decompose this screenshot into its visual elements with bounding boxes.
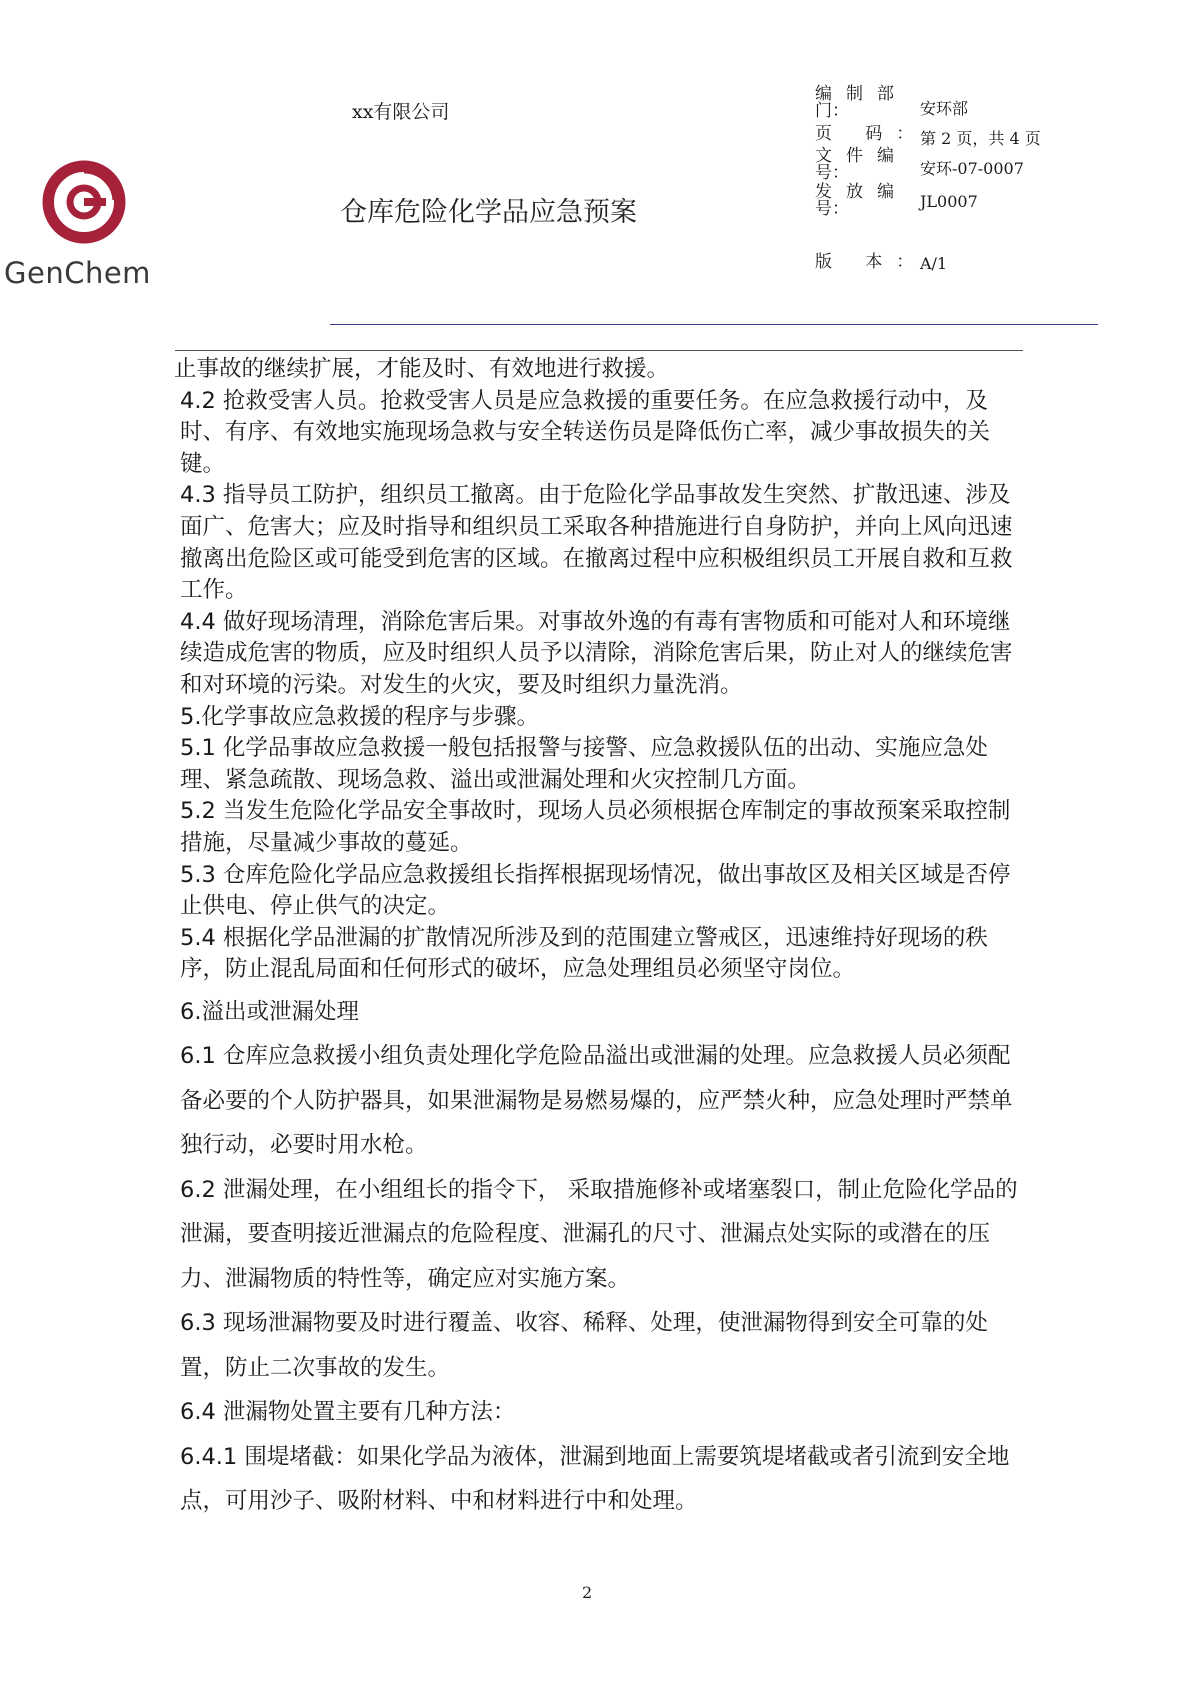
meta-label-page: 页 码：	[815, 124, 928, 144]
body-content	[174, 354, 1030, 1524]
paragraph: 6.4 泄漏物处置主要有几种方法：	[180, 1399, 516, 1426]
logo-wordmark: GenChem	[4, 256, 151, 290]
page-number: 2	[582, 1583, 593, 1602]
document-meta: 编制部 门： 安环部 页 码： 第 2 页，共 4 页 文件编 号： 安环-07-0007 发放编 号： JL0007 版 本： A/1	[815, 84, 1041, 273]
paragraph: 5.1 化学品事故应急救援一般包括报警与接警、应急救援队伍的出动、实施应急处理、紧急疏散、现场急救、溢出或泄漏处理和火灾控制几方面。	[180, 735, 988, 793]
paragraph: 6.4.1 围堤堵截：如果化学品为液体，泄漏到地面上需要筑堤堵截或者引流到安全地点，可用沙子、吸附材料、中和材料进行中和处理。	[180, 1443, 1010, 1515]
meta-value-dept: 安环部	[920, 99, 969, 118]
section-tight	[174, 354, 1030, 986]
paragraph: 4.3 指导员工防护，组织员工撤离。由于危险化学品事故发生突然、扩散迅速、涉及面广、危害大；应及时指导和组织员工采取各种措施进行自身防护，并向上风向迅速撤离出危险区或可能受到危害的区域。在撤离过程中应积极组织员工开展自救和互救工作。	[180, 482, 1013, 604]
body-rule	[175, 350, 1023, 351]
paragraph: 6.1 仓库应急救援小组负责处理化学危险品溢出或泄漏的处理。应急救援人员必须配备必要的个人防护器具，如果泄漏物是易燃易爆的，应严禁火种，应急处理时严禁单独行动，必要时用水枪。	[180, 1043, 1013, 1159]
genchem-logo-icon	[42, 160, 126, 244]
paragraph: 5.4 根据化学品泄漏的扩散情况所涉及到的范围建立警戒区，迅速维持好现场的秩序，防止混乱局面和任何形式的破坏，应急处理组员必须坚守岗位。	[180, 924, 988, 983]
meta-value-version: A/1	[920, 254, 948, 273]
paragraph: 6.3 现场泄漏物要及时进行覆盖、收容、稀释、处理，使泄漏物得到安全可靠的处置，防止二次事故的发生。	[180, 1310, 988, 1381]
paragraph: 5.2 当发生危险化学品安全事故时，现场人员必须根据仓库制定的事故预案采取控制措施，尽量减少事故的蔓延。	[180, 798, 1011, 856]
company-name: xx有限公司	[352, 101, 450, 123]
header-rule	[330, 324, 1098, 325]
document-title: 仓库危险化学品应急预案	[340, 197, 637, 228]
paragraph: 5.化学事故应急救援的程序与步骤。	[180, 703, 539, 730]
paragraph: 6.2 泄漏处理，在小组组长的指令下， 采取措施修补或堵塞裂口，制止危险化学品的泄漏，要查明接近泄漏点的危险程度、泄漏孔的尺寸、泄漏点处实际的或潜在的压力、泄漏物质的特性等，确定应对实施方案。	[180, 1176, 1018, 1292]
section-loose	[180, 990, 1030, 1524]
meta-label-version: 版 本：	[815, 252, 928, 272]
meta-value-page: 第 2 页，共 4 页	[920, 129, 1041, 148]
paragraph: 6.溢出或泄漏处理	[180, 998, 359, 1025]
meta-value-file-no: 安环-07-0007	[920, 159, 1024, 178]
company-logo	[2, 160, 172, 300]
paragraph: 4.4 做好现场清理，消除危害后果。对事故外逸的有毒有害物质和可能对人和环境继续造成危害的物质，应及时组织人员予以清除，消除危害后果，防止对人的继续危害和对环境的污染。对发生的火灾，要及时组织力量洗消。	[180, 608, 1013, 698]
paragraph: 止事故的继续扩展，才能及时、有效地进行救援。	[174, 356, 670, 382]
paragraph: 4.2 抢救受害人员。抢救受害人员是应急救援的重要任务。在应急救援行动中，及时、有序、有效地实施现场急救与安全转送伤员是降低伤亡率，减少事故损失的关键。	[180, 387, 991, 477]
meta-value-issue-no: JL0007	[920, 192, 978, 211]
paragraph: 5.3 仓库危险化学品应急救援组长指挥根据现场情况，做出事故区及相关区域是否停止供电、停止供气的决定。	[180, 861, 1011, 920]
